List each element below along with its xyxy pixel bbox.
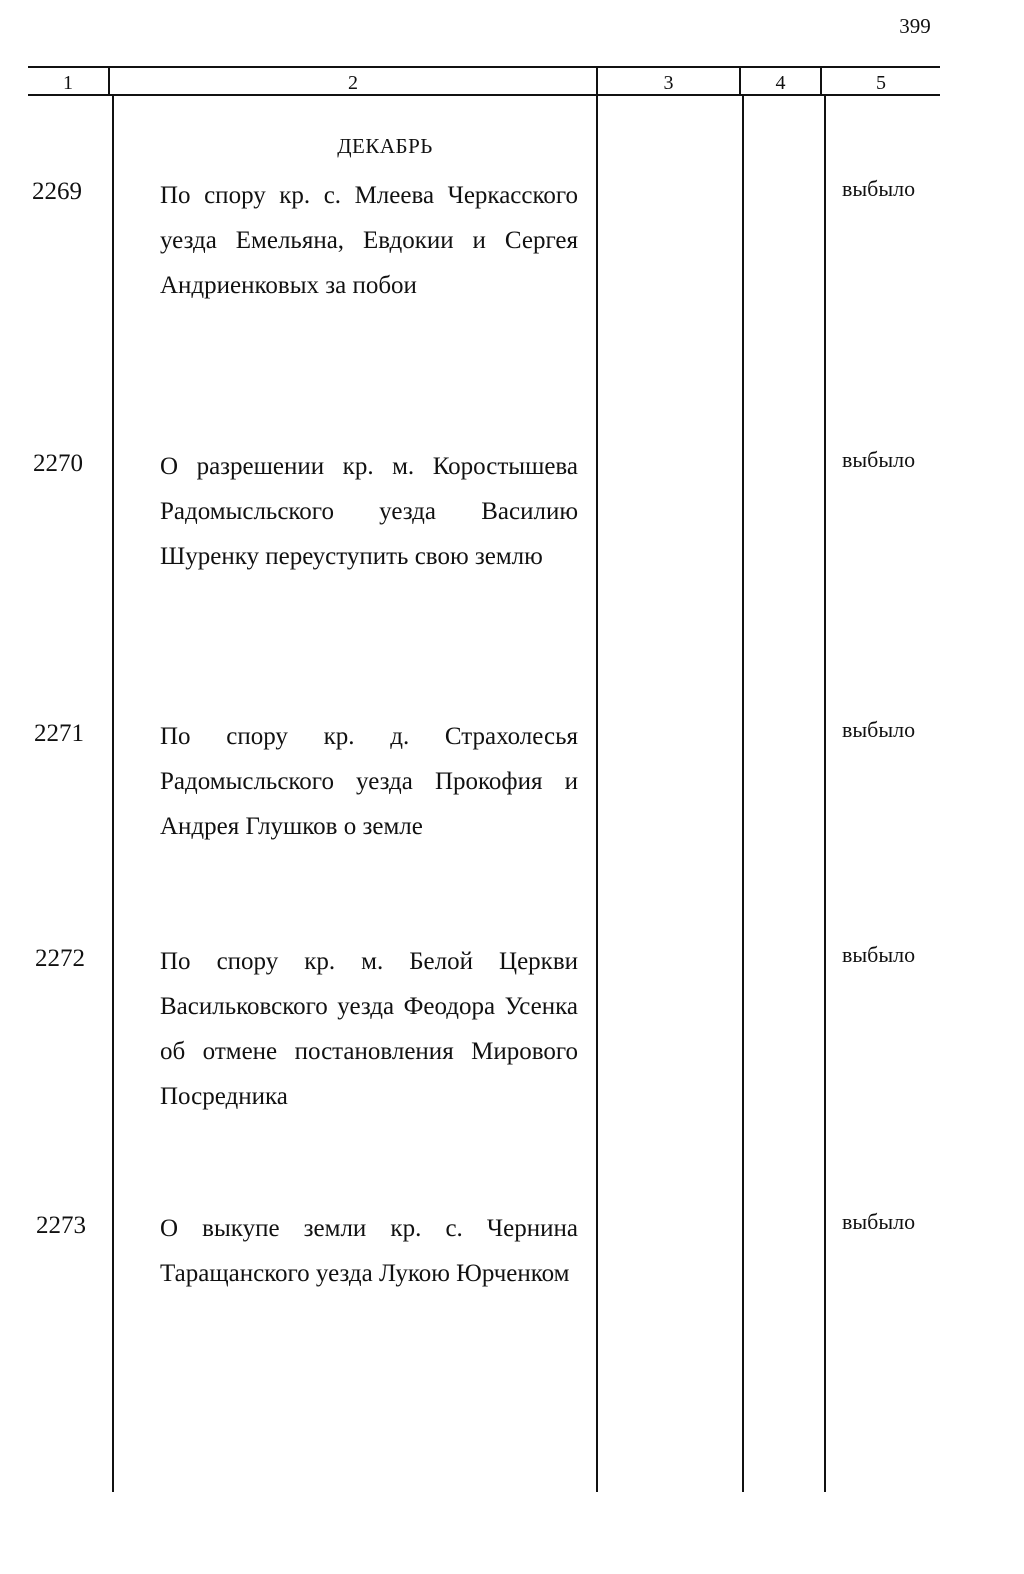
entry-number: 2269 [32, 178, 82, 205]
entry-status: выбыло [842, 447, 916, 472]
entry-number: 2272 [35, 945, 85, 972]
entry-status: выбыло [842, 717, 916, 742]
column-header-3: 3 [663, 72, 674, 94]
entry-number: 2271 [34, 720, 84, 747]
entry-description: О разрешении кр. м. Коростышева Радомысльского уезда Василию Шуренку переуступить свою землю [160, 453, 578, 570]
entry-description: О выкупе земли кр. с. Чернина Таращанского уезда Лукою Юрченком [160, 1215, 578, 1287]
column-header-2: 2 [348, 72, 358, 94]
entry-description: По спору кр. м. Белой Церкви Васильковского уезда Феодора Усенка об отмене постановления Мирового Посредника [160, 948, 578, 1110]
column-header-1: 1 [63, 72, 73, 94]
column-divider-3-body [742, 96, 744, 1492]
entry-description: По спору кр. с. Млеева Черкасского уезда Емельяна, Евдокии и Сергея Андриенковых за побои [160, 182, 578, 299]
entry-status: выбыло [842, 1209, 916, 1234]
page-number: 399 [899, 14, 931, 38]
column-divider-1-body [112, 96, 114, 1492]
entry-status: выбыло [842, 942, 916, 967]
section-title: ДЕКАБРЬ [337, 134, 433, 158]
column-header-4: 4 [775, 72, 786, 94]
column-divider-4-body [824, 96, 826, 1492]
entry-number: 2273 [36, 1212, 86, 1239]
entry-description: По спору кр. д. Страхолесья Радомысльского уезда Прокофия и Андрея Глушков о земле [160, 723, 578, 840]
entry-number: 2270 [33, 450, 83, 477]
column-divider-2 [596, 66, 598, 1492]
table-top-rule [28, 66, 940, 68]
column-header-5: 5 [876, 72, 886, 94]
entry-status: выбыло [842, 176, 916, 201]
